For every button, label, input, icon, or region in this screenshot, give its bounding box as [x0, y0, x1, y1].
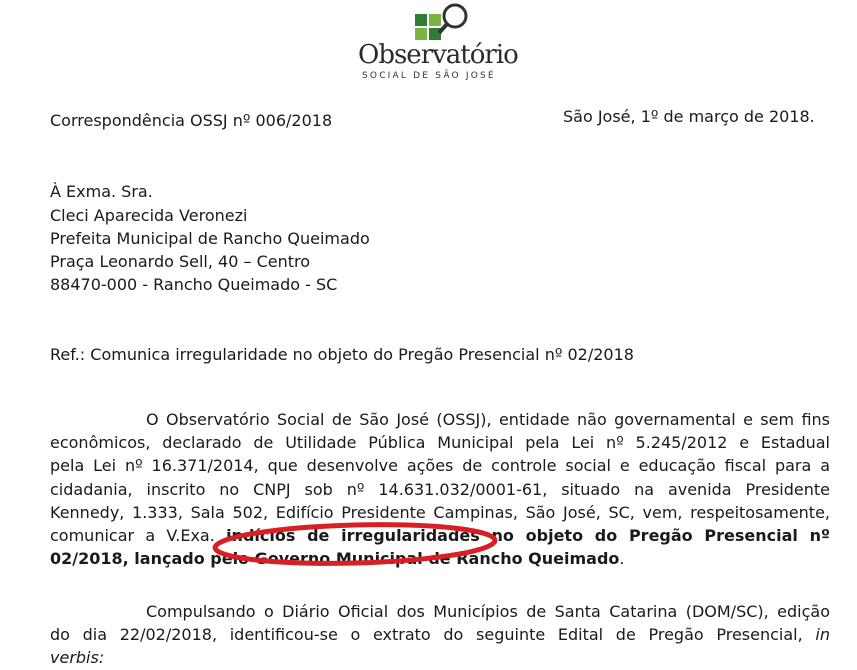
paragraph-1-line: cidadania, inscrito no CNPJ sob nº 14.631.032/0001-61, situado na avenida Presidente: [50, 479, 830, 499]
paragraph-1-line: Kennedy, 1.333, Sala 502, Edifício Presidente Campinas, São José, SC, vem, respeitosamente,: [50, 502, 830, 522]
text-normal: comunicar a V.Exa.: [50, 525, 215, 545]
paragraph-1-line: O Observatório Social de São José (OSSJ), entidade não governamental e sem fins: [146, 410, 830, 429]
recipient-postal: 88470-000 - Rancho Queimado - SC: [50, 275, 338, 294]
paragraph-1: [50, 408, 830, 570]
correspondence-number: Correspondência OSSJ nº 006/2018: [50, 111, 333, 130]
reference-line: Ref.: Comunica irregularidade no objeto do Pregão Presencial nº 02/2018: [50, 345, 634, 364]
period: .: [619, 549, 625, 569]
highlighted-irregularities: indícios de irregularidades no objeto do Pregão Presencial nº: [226, 525, 831, 545]
paragraph-1-line: econômicos, declarado de Utilidade Pública Municipal pela Lei nº 5.245/2012 e Estadual: [50, 433, 830, 453]
recipient-address: Praça Leonardo Sell, 40 – Centro: [50, 252, 311, 271]
paragraph-1-line: pela Lei nº 16.371/2014, que desenvolve ações de controle social e educação fiscal para a: [50, 456, 830, 476]
bold-text: 02/2018, lançado pelo Governo Municipal de Rancho Queimado: [50, 549, 620, 569]
recipient-title: Prefeita Municipal de Rancho Queimado: [50, 229, 370, 248]
paragraph-2-line: [50, 623, 830, 646]
recipient-name: Cleci Aparecida Veronezi: [50, 206, 248, 225]
text-normal: do dia 22/02/2018, identificou-se o extrato do seguinte Edital de Pregão Presencial,: [50, 625, 803, 645]
paragraph-2: [50, 600, 830, 670]
paragraph-1-line: [50, 524, 830, 547]
paragraph-2-line: [50, 646, 830, 669]
paragraph-2-line: Compulsando o Diário Oficial dos Municípios de Santa Catarina (DOM/SC), edição: [146, 602, 830, 621]
paragraph-1-line: [50, 547, 830, 570]
logo-subtitle: SOCIAL DE SÃO JOSÉ: [362, 71, 496, 81]
italic-text: in: [815, 625, 830, 645]
logo-name: Observatório: [358, 40, 518, 70]
observatorio-logo: [350, 0, 520, 85]
italic-text: verbis:: [50, 648, 105, 668]
recipient-salutation: À Exma. Sra.: [50, 182, 153, 201]
place-date: São José, 1º de março de 2018.: [563, 107, 815, 126]
